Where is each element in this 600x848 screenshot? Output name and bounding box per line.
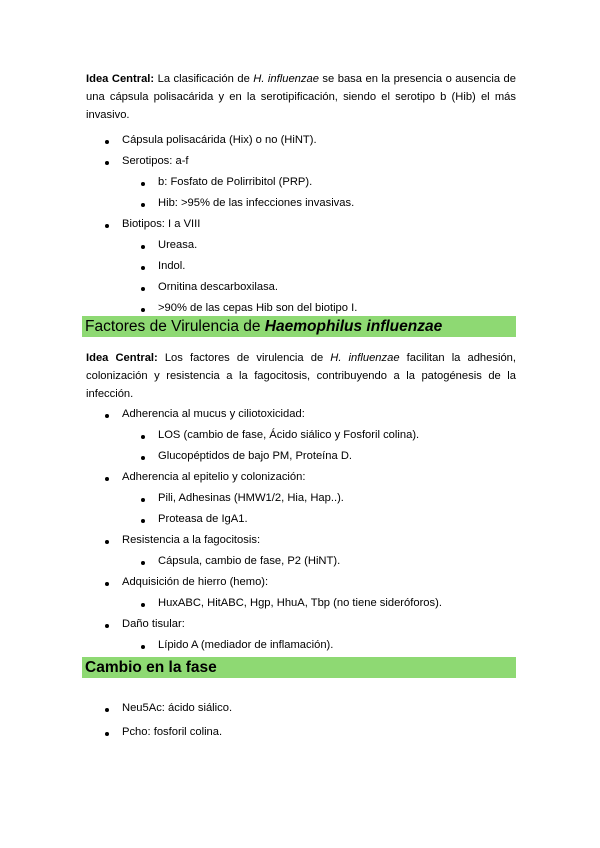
- list-item: Cápsula, cambio de fase, P2 (HiNT).: [158, 555, 341, 567]
- list-item: Proteasa de IgA1.: [158, 513, 248, 525]
- list-item: Biotipos: I a VIII: [122, 218, 201, 230]
- bullet-icon: [141, 561, 145, 565]
- list-item: Indol.: [158, 260, 186, 272]
- bullet-icon: [141, 498, 145, 502]
- bullet-icon: [141, 519, 145, 523]
- bullet-icon: [141, 245, 145, 249]
- bullet-icon: [141, 308, 145, 312]
- list-item: Serotipos: a-f: [122, 155, 189, 167]
- bullet-icon: [141, 287, 145, 291]
- bullet-icon: [141, 435, 145, 439]
- bullet-icon: [105, 540, 109, 544]
- bullet-icon: [105, 161, 109, 165]
- bullet-icon: [105, 732, 109, 736]
- list-item: Lípido A (mediador de inflamación).: [158, 639, 334, 651]
- list-item: Daño tisular:: [122, 618, 185, 630]
- list-item: Cápsula polisacárida (Hix) o no (HiNT).: [122, 134, 317, 146]
- bullet-icon: [141, 603, 145, 607]
- idea-text: La clasificación de: [154, 73, 254, 85]
- list-item: Ureasa.: [158, 239, 198, 251]
- idea-text: facilitan la adhesión, colonización y resistencia a la fagocitosis, contribuyendo a la patogénesis de la infección.: [86, 352, 517, 400]
- list-item: HuxABC, HitABC, Hgp, HhuA, Tbp (no tiene sideróforos).: [158, 597, 442, 609]
- bullet-icon: [105, 224, 109, 228]
- list-item: LOS (cambio de fase, Ácido siálico y Fosforil colina).: [158, 429, 420, 441]
- list-item: Adherencia al epitelio y colonización:: [122, 471, 306, 483]
- idea-text: se basa en la presencia o ausencia de una cápsula polisacárida y en la serotipificación, siendo el serotipo b (Hib) el más invasivo.: [86, 73, 516, 121]
- species-name: H. influenzae: [330, 352, 400, 364]
- list-item: >90% de las cepas Hib son del biotipo I.: [158, 302, 358, 314]
- bullet-icon: [141, 182, 145, 186]
- list-item: Hib: >95% de las infecciones invasivas.: [158, 197, 355, 209]
- bullet-icon: [105, 582, 109, 586]
- species-name: H. influenzae: [253, 73, 319, 85]
- heading-text: Factores de Virulencia de: [85, 318, 265, 335]
- bullet-icon: [105, 414, 109, 418]
- bullet-icon: [105, 624, 109, 628]
- bullet-icon: [141, 645, 145, 649]
- idea-central-label: Idea Central:: [86, 352, 158, 364]
- list-item: Resistencia a la fagocitosis:: [122, 534, 261, 546]
- list-item: Pili, Adhesinas (HMW1/2, Hia, Hap..).: [158, 492, 344, 504]
- list-item: Adquisición de hierro (hemo):: [122, 576, 269, 588]
- list-item: b: Fosfato de Polirribitol (PRP).: [158, 176, 313, 188]
- list-item: Neu5Ac: ácido siálico.: [122, 702, 233, 714]
- idea-central-classification: [86, 70, 516, 124]
- list-item: Pcho: fosforil colina.: [122, 726, 223, 738]
- list-item: Adherencia al mucus y ciliotoxicidad:: [122, 408, 305, 420]
- bullet-icon: [141, 203, 145, 207]
- idea-central-virulence: [86, 349, 516, 403]
- bullet-icon: [105, 477, 109, 481]
- idea-central-label: Idea Central:: [86, 73, 155, 85]
- list-item: Ornitina descarboxilasa.: [158, 281, 279, 293]
- bullet-icon: [141, 456, 145, 460]
- idea-text: Los factores de virulencia de: [157, 352, 331, 364]
- bullet-icon: [105, 140, 109, 144]
- section-heading-phase-change: Cambio en la fase: [82, 657, 516, 678]
- bullet-icon: [141, 266, 145, 270]
- bullet-icon: [105, 708, 109, 712]
- section-heading-virulence-factors: [82, 316, 516, 337]
- heading-species-name: Haemophilus influenzae: [264, 318, 443, 335]
- list-item: Glucopéptidos de bajo PM, Proteína D.: [158, 450, 353, 462]
